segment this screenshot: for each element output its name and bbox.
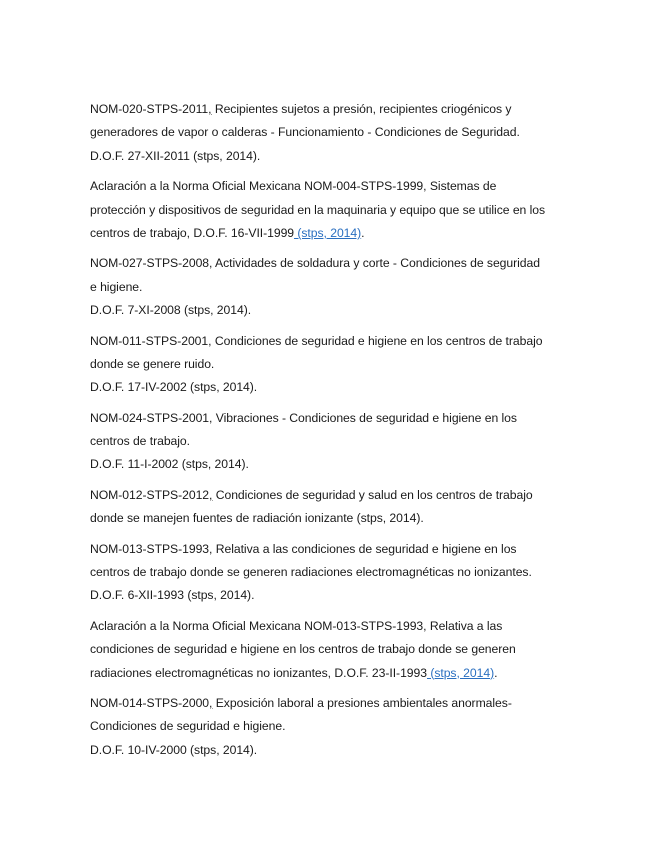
text-line: condiciones de seguridad e higiene en los centros de trabajo donde se generen (90, 642, 516, 657)
text-line: NOM-027-STPS-2008, Actividades de soldadura y corte - Condiciones de seguridad (90, 256, 540, 271)
text-line: radiaciones electromagnéticas no ionizantes, D.O.F. 23-II-1993 (stps, 2014). (90, 665, 498, 680)
text-line: D.O.F. 7-XI-2008 (stps, 2014). (90, 303, 252, 318)
text-line: Condiciones de seguridad e higiene. (90, 719, 286, 734)
reference-entry (90, 538, 590, 608)
text-line: donde se manejen fuentes de radiación ionizante (stps, 2014). (90, 511, 424, 526)
text-line: NOM-011-STPS-2001, Condiciones de seguridad e higiene en los centros de trabajo (90, 333, 543, 348)
text-line: D.O.F. 6-XII-1993 (stps, 2014). (90, 588, 255, 603)
text-line: NOM-020-STPS-2011, Recipientes sujetos a presión, recipientes criogénicos y (90, 102, 512, 116)
citation-link[interactable]: (stps, 2014) (426, 665, 495, 680)
reference-entry (90, 252, 590, 322)
text-line: NOM-014-STPS-2000, Exposición laboral a presiones ambientales anormales- (90, 695, 512, 710)
text-line: NOM-012-STPS-2012, Condiciones de seguridad y salud en los centros de trabajo (90, 487, 533, 502)
reference-entry (90, 98, 590, 168)
reference-entry (90, 407, 590, 477)
text-line: D.O.F. 27-XII-2011 (stps, 2014). (90, 148, 261, 163)
text-line: centros de trabajo. (90, 434, 190, 449)
reference-entry (90, 330, 590, 400)
text-line: Aclaración a la Norma Oficial Mexicana NOM-013-STPS-1993, Relativa a las (90, 618, 503, 633)
text-line: protección y dispositivos de seguridad en la maquinaria y equipo que se utilice en los (90, 202, 546, 217)
text-line: centros de trabajo donde se generen radiaciones electromagnéticas no ionizantes. (90, 565, 532, 580)
text-line: D.O.F. 10-IV-2000 (stps, 2014). (90, 742, 258, 757)
document-page (90, 98, 590, 769)
text-line: NOM-024-STPS-2001, Vibraciones - Condiciones de seguridad e higiene en los (90, 410, 517, 425)
text-line: D.O.F. 11-I-2002 (stps, 2014). (90, 457, 249, 472)
text-line: D.O.F. 17-IV-2002 (stps, 2014). (90, 380, 258, 395)
citation-link[interactable]: (stps, 2014) (294, 225, 362, 240)
text-line: e higiene. (90, 279, 143, 294)
reference-entry (90, 484, 590, 531)
reference-entry (90, 615, 590, 685)
text-line: donde se genere ruido. (90, 356, 215, 371)
text-line: Aclaración a la Norma Oficial Mexicana NOM-004-STPS-1999, Sistemas de (90, 179, 497, 194)
reference-entry (90, 175, 590, 245)
reference-entry (90, 692, 590, 762)
text-line: NOM-013-STPS-1993, Relativa a las condiciones de seguridad e higiene en los (90, 541, 517, 556)
text-line: centros de trabajo, D.O.F. 16-VII-1999 (stps, 2014). (90, 225, 365, 240)
text-line: generadores de vapor o calderas - Funcionamiento - Condiciones de Seguridad. (90, 125, 520, 140)
